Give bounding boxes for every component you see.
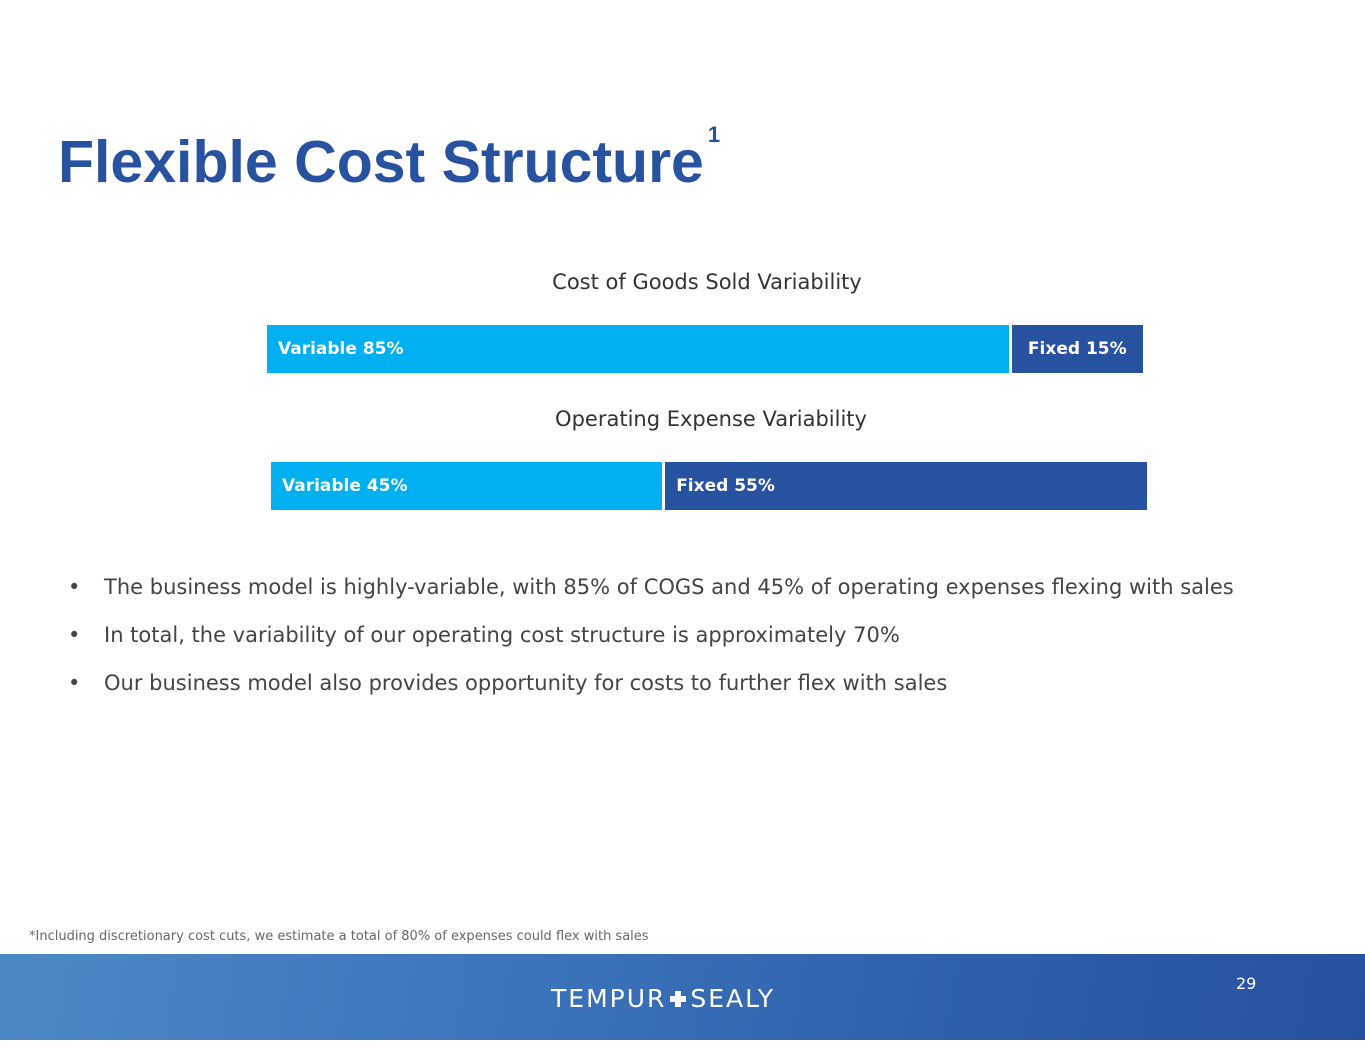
- cogs-chart-title: Cost of Goods Sold Variability: [552, 270, 862, 294]
- bar-data-label: Variable 85%: [278, 339, 404, 359]
- page-title: [58, 122, 721, 196]
- bar-segment-fixed: [665, 462, 1147, 510]
- logo-text-right: SEALY: [690, 984, 776, 1013]
- bullet-text: The business model is highly-variable, with 85% of COGS and 45% of operating expenses flexing with sales: [104, 575, 1234, 599]
- bar-data-label: Variable 45%: [282, 476, 408, 496]
- bullet-item: [68, 611, 1308, 659]
- tempur-sealy-logo: [551, 984, 775, 1013]
- footnote: *Including discretionary cost cuts, we estimate a total of 80% of expenses could flex with sales: [29, 929, 649, 944]
- bullet-dot: •: [68, 671, 81, 695]
- footer-band: [0, 954, 1365, 1040]
- bar-data-label: Fixed 15%: [1027, 339, 1127, 359]
- cogs-bar: [267, 325, 1143, 373]
- bullet-list: [68, 563, 1308, 707]
- bullet-item: [68, 563, 1308, 611]
- page-title-text: Flexible Cost Structure: [58, 129, 704, 195]
- page-number: 29: [1236, 974, 1257, 993]
- opex-chart-title: Operating Expense Variability: [555, 407, 867, 431]
- title-footnote-marker: 1: [707, 122, 721, 147]
- bullet-item: [68, 659, 1308, 707]
- bar-segment-fixed: [1012, 325, 1143, 373]
- bar-segment-variable: [271, 462, 662, 510]
- bar-data-label: Fixed 55%: [676, 476, 775, 496]
- bullet-dot: •: [68, 623, 81, 647]
- plus-icon: [670, 991, 686, 1007]
- opex-bar: [271, 462, 1147, 510]
- bullet-dot: •: [68, 575, 81, 599]
- bar-segment-variable: [267, 325, 1009, 373]
- bullet-text: Our business model also provides opportunity for costs to further flex with sales: [104, 671, 948, 695]
- bullet-text: In total, the variability of our operating cost structure is approximately 70%: [104, 623, 900, 647]
- logo-text-left: TEMPUR: [551, 984, 667, 1013]
